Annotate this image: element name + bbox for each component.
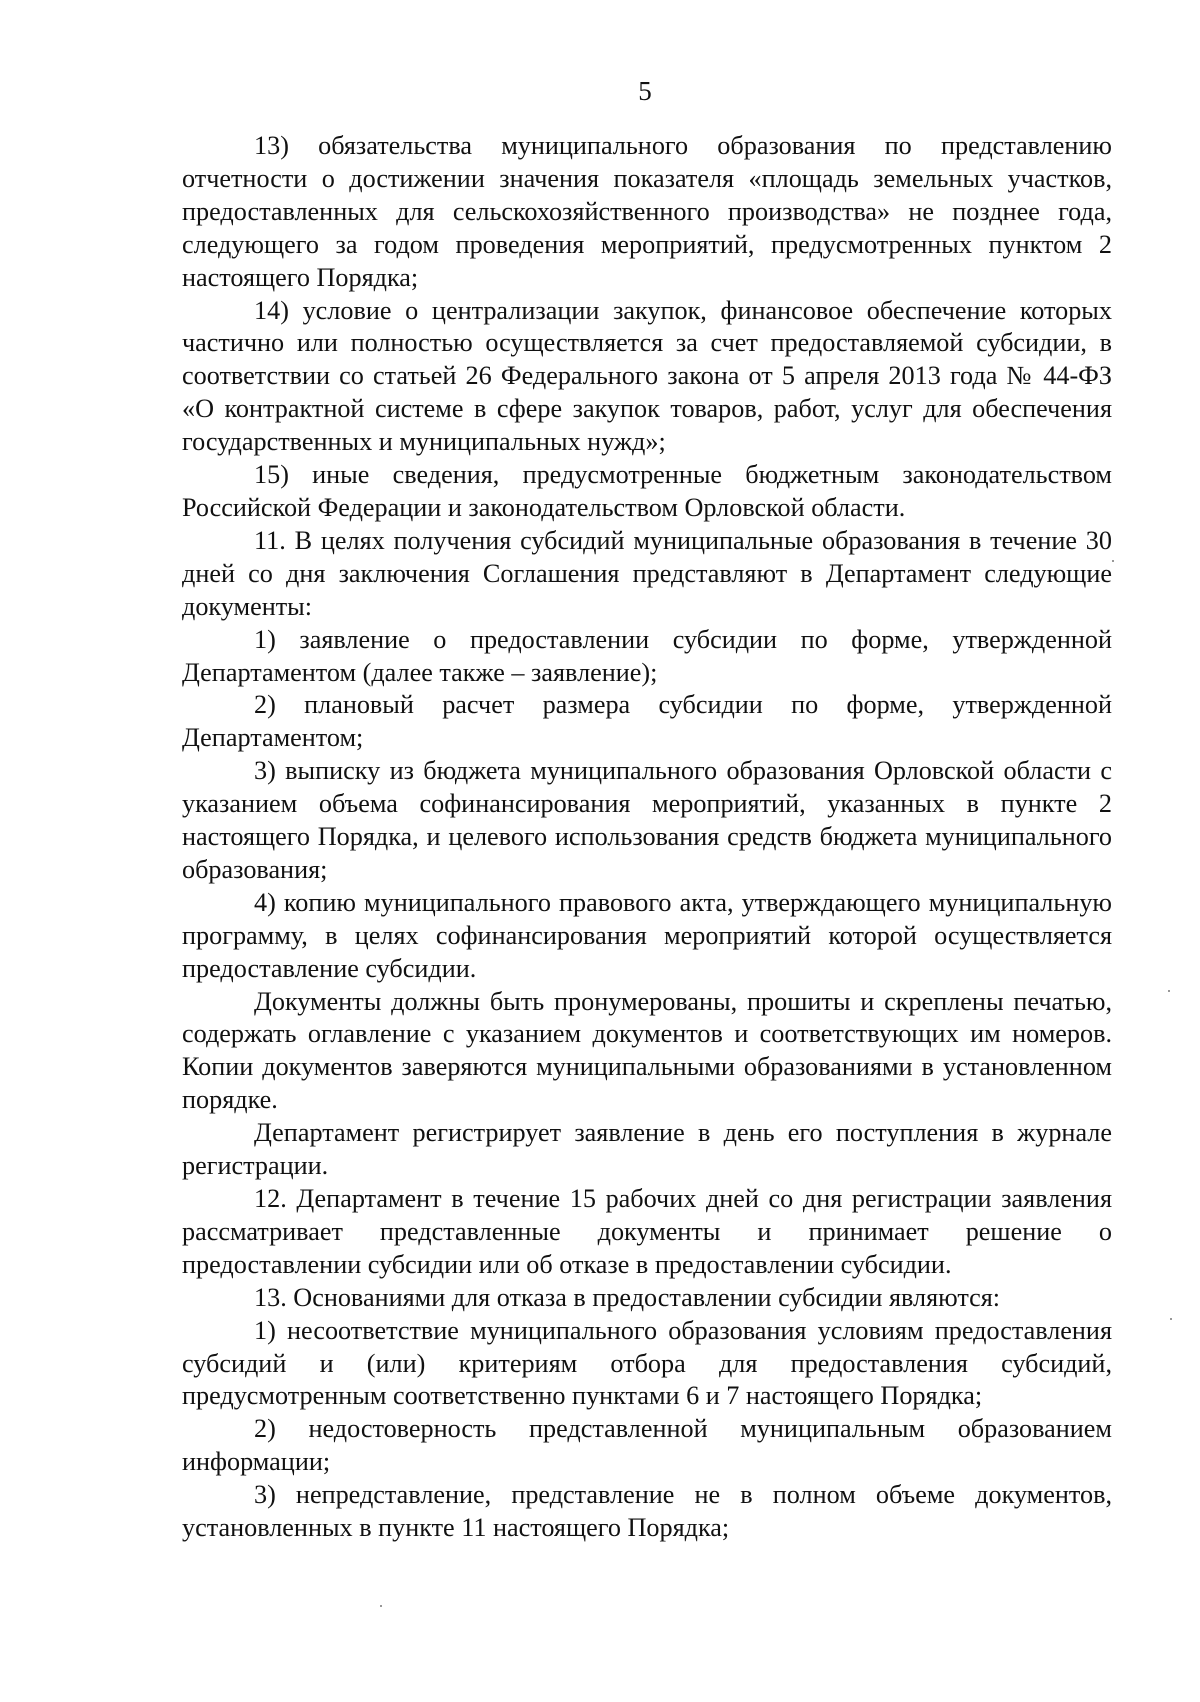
paragraph-registration: Департамент регистрирует заявление в день его поступления в журнале регистрации. [182, 1118, 1112, 1181]
paragraph-document-3-budget-extract: 3) выписку из бюджета муниципального образования Орловской области с указанием объема софинансирования мероприятий, указанных в пункте 2 настоящего Порядка, и целевого использования средств бюджета муниципального образования; [182, 756, 1112, 884]
paragraph-refusal-3: 3) непредставление, представление не в полном объеме документов, установленных в пункте 11 настоящего Порядка; [182, 1480, 1112, 1543]
paragraph-clause-11: 11. В целях получения субсидий муниципальные образования в течение 30 дней со дня заключения Соглашения представляют в Департамент следующие документы: [182, 525, 1112, 621]
paragraph-item-14-procurement-centralization: 14) условие о централизации закупок, финансовое обеспечение которых частично или полностью осуществляется за счет предоставляемой субсидии, в соответствии со статьей 26 Федерального закона от 5 апреля 2013 года № 44-ФЗ «О контрактной системе в сфере закупок товаров, работ, услуг для обеспечения государственных и муниципальных нужд»; [182, 295, 1112, 457]
scan-speck [1170, 1318, 1172, 1320]
scan-speck [1112, 560, 1114, 562]
paragraph-document-2-calculation: 2) плановый расчет размера субсидии по форме, утвержденной Департаментом; [182, 690, 1112, 753]
page-number: 5 [638, 76, 652, 106]
paragraph-refusal-2: 2) недостоверность представленной муниципальным образованием информации; [182, 1414, 1112, 1477]
paragraph-item-15-other-information: 15) иные сведения, предусмотренные бюджетным законодательством Российской Федерации и законодательством Орловской области. [182, 460, 1112, 522]
paragraph-document-1-application: 1) заявление о предоставлении субсидии по форме, утвержденной Департаментом (далее также – заявление); [182, 624, 1112, 687]
paragraph-refusal-1: 1) несоответствие муниципального образования условиям предоставления субсидий и (или) критериям отбора для предоставления субсидий, предусмотренным соответственно пунктами 6 и 7 настоящего Порядка; [182, 1315, 1112, 1411]
scan-speck [1168, 990, 1170, 992]
paragraph-documents-requirements: Документы должны быть пронумерованы, прошиты и скреплены печатью, содержать оглавление с указанием документов и соответствующих им номеров. Копии документов заверяются муниципальными образованиями в установленном порядке. [182, 986, 1112, 1115]
paragraph-clause-13: 13. Основаниями для отказа в предоставлении субсидии являются: [254, 1282, 1001, 1312]
document-body [182, 130, 1112, 1545]
paragraph-item-13-reporting-obligation: 13) обязательства муниципального образования по представлению отчетности о достижении значения показателя «площадь земельных участков, предоставленных для сельскохозяйственного производства» не позднее года, следующего за годом проведения мероприятий, предусмотренных пунктом 2 настоящего Порядка; [182, 131, 1112, 292]
paragraph-clause-12: 12. Департамент в течение 15 рабочих дней со дня регистрации заявления рассматривает представленные документы и принимает решение о предоставлении субсидии или об отказе в предоставлении субсидии. [182, 1184, 1112, 1279]
paragraph-document-4-legal-act: 4) копию муниципального правового акта, утверждающего муниципальную программу, в целях софинансирования мероприятий которой осуществляется предоставление субсидии. [182, 887, 1112, 983]
scan-speck [380, 1605, 382, 1607]
